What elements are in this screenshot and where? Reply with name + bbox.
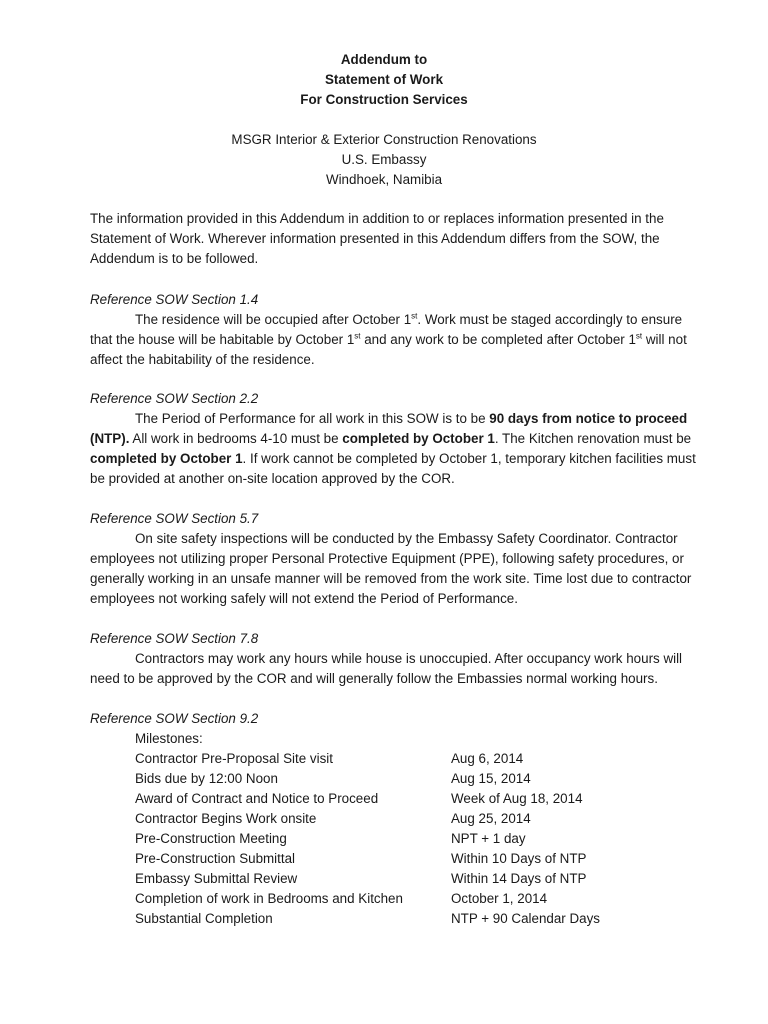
section-line: affect the habitability of the residence. [90, 352, 315, 367]
emphasis-text: completed by October 1 [342, 431, 495, 446]
text-span: The Period of Performance for all work in this SOW is to be [135, 411, 490, 426]
section-9-2 [90, 709, 680, 749]
text-span: . Work must be staged accordingly to ensure [417, 312, 683, 327]
emphasis-text: completed by October 1 [90, 451, 243, 466]
ordinal-suffix: st [354, 331, 361, 341]
section-1-4 [90, 290, 687, 370]
section-reference: Reference SOW Section 7.8 [90, 631, 259, 646]
intro-line: The information provided in this Addendum in addition to or replaces information presented in the [90, 211, 664, 226]
milestone-row [135, 909, 695, 929]
text-span: will not [642, 332, 687, 347]
project-line-3: Windhoek, Namibia [325, 172, 443, 187]
milestone-task: Embassy Submittal Review [135, 871, 298, 886]
emphasis-text: (NTP). [90, 431, 130, 446]
text-span: The residence will be occupied after October 1 [135, 312, 412, 327]
section-reference: Reference SOW Section 9.2 [90, 711, 259, 726]
milestones-label: Milestones: [135, 731, 203, 746]
section-line [90, 310, 683, 330]
milestone-task: Pre-Construction Submittal [135, 851, 296, 866]
emphasis-text: 90 days from notice to proceed [489, 411, 688, 426]
title-line-2: Statement of Work [324, 72, 444, 87]
milestone-task: Pre-Construction Meeting [135, 831, 287, 846]
milestone-row [135, 849, 695, 869]
milestone-date: Aug 6, 2014 [451, 751, 524, 766]
section-line: Contractors may work any hours while house is unoccupied. After occupancy work hours will [135, 651, 683, 666]
ordinal-suffix: st [411, 311, 418, 321]
section-line: generally working in an unsafe manner will be removed from the work site. Time lost due to contractor [90, 571, 692, 586]
section-7-8 [90, 629, 683, 689]
section-line: employees not working safely will not extend the Period of Performance. [90, 591, 518, 606]
ordinal-suffix: st [635, 331, 643, 341]
milestone-row [135, 869, 695, 889]
milestone-row [135, 789, 695, 809]
intro-line: Statement of Work. Wherever information presented in this Addendum differs from the SOW, the [90, 231, 660, 246]
project-line-2: U.S. Embassy [341, 152, 427, 167]
milestone-task: Substantial Completion [135, 911, 273, 926]
milestone-date: Aug 25, 2014 [451, 811, 531, 826]
title-line-1: Addendum to [340, 52, 428, 67]
milestone-date: October 1, 2014 [451, 891, 548, 906]
title-line-3: For Construction Services [300, 92, 468, 107]
milestone-task: Award of Contract and Notice to Proceed [135, 791, 379, 806]
milestone-row [135, 749, 695, 769]
text-span: that the house will be habitable by October 1 [90, 332, 355, 347]
milestone-date: Within 14 Days of NTP [451, 871, 587, 886]
milestone-task: Contractor Begins Work onsite [135, 811, 317, 826]
milestone-date: Within 10 Days of NTP [451, 851, 587, 866]
section-line: be provided at another on-site location approved by the COR. [90, 471, 455, 486]
milestone-date: NPT + 1 day [451, 831, 526, 846]
milestone-row [135, 809, 695, 829]
section-line [90, 409, 688, 429]
milestone-task: Completion of work in Bedrooms and Kitchen [135, 891, 403, 906]
milestones-table [135, 749, 695, 929]
section-line: employees not utilizing proper Personal Protective Equipment (PPE), following safety procedures, or [90, 551, 684, 566]
intro-paragraph [90, 209, 680, 269]
project-info [0, 130, 768, 190]
section-line: On site safety inspections will be conducted by the Embassy Safety Coordinator. Contractor [135, 531, 678, 546]
section-5-7 [90, 509, 692, 609]
section-reference: Reference SOW Section 5.7 [90, 511, 259, 526]
text-span: . If work cannot be completed by October 1, temporary kitchen facilities must [242, 451, 696, 466]
section-reference: Reference SOW Section 2.2 [90, 391, 259, 406]
milestone-date: Week of Aug 18, 2014 [451, 791, 583, 806]
milestone-row [135, 769, 695, 789]
section-reference: Reference SOW Section 1.4 [90, 292, 259, 307]
milestone-date: Aug 15, 2014 [451, 771, 531, 786]
section-line [90, 429, 692, 449]
section-line [90, 330, 687, 350]
section-line [90, 449, 696, 469]
section-2-2 [90, 389, 696, 489]
text-span: . The Kitchen renovation must be [494, 431, 692, 446]
text-span: and any work to be completed after October 1 [360, 332, 636, 347]
project-line-1: MSGR Interior & Exterior Construction Renovations [231, 132, 537, 147]
milestone-task: Bids due by 12:00 Noon [135, 771, 278, 786]
document-title [0, 50, 768, 110]
milestone-task: Contractor Pre-Proposal Site visit [135, 751, 333, 766]
milestone-row [135, 889, 695, 909]
milestone-date: NTP + 90 Calendar Days [451, 911, 600, 926]
milestone-row [135, 829, 695, 849]
intro-line: Addendum is to be followed. [90, 251, 259, 266]
section-line: need to be approved by the COR and will generally follow the Embassies normal working hours. [90, 671, 658, 686]
text-span: All work in bedrooms 4-10 must be [129, 431, 343, 446]
